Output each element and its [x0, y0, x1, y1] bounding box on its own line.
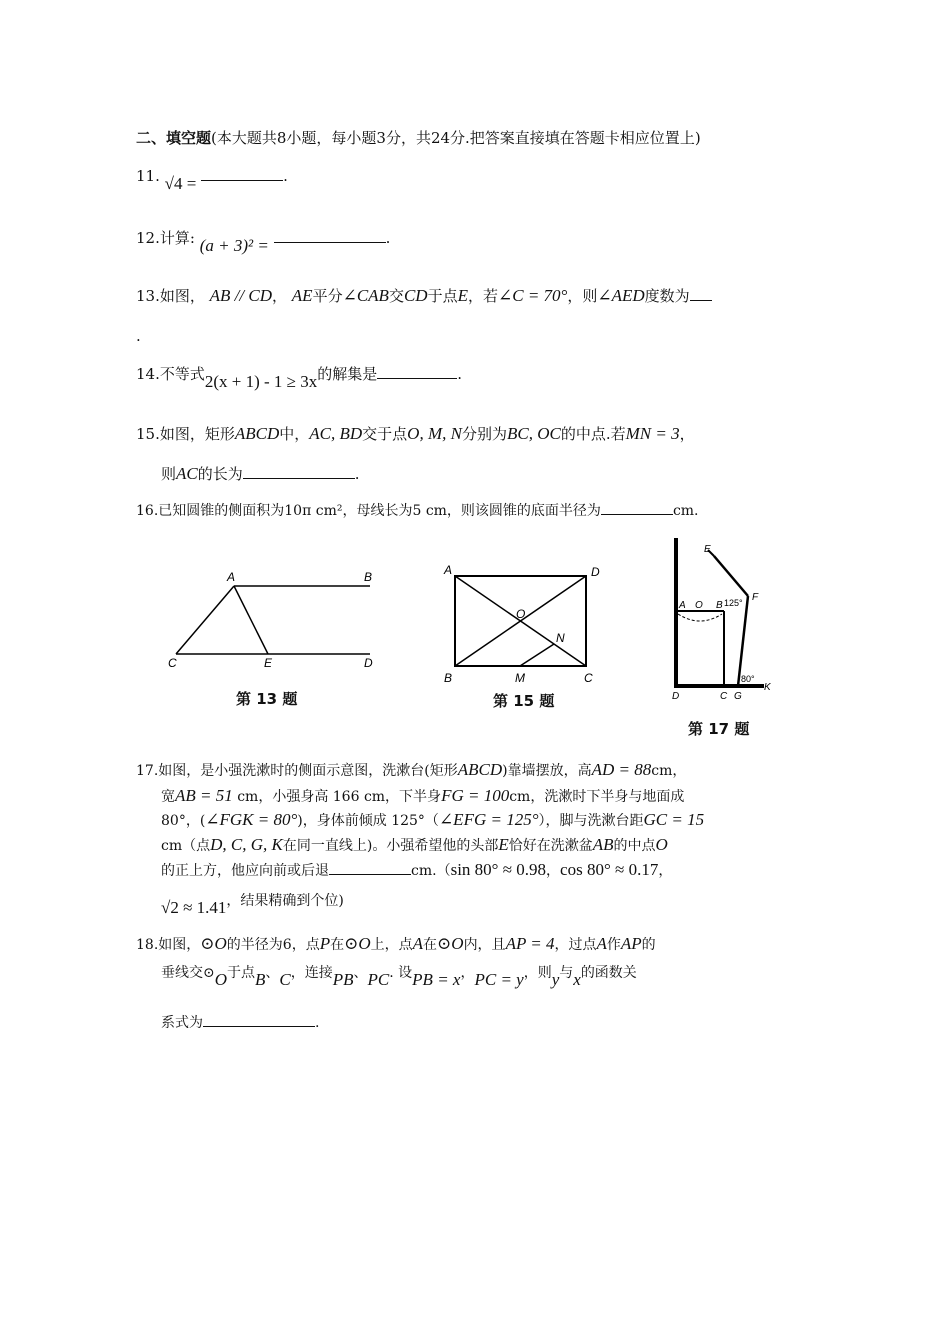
q17-l5-text: 的正上方，他应向前或后退 — [161, 863, 329, 879]
q15-comma: ， — [679, 425, 695, 443]
question-11 — [136, 166, 288, 193]
fig15-label-a: A — [444, 563, 453, 577]
q13-cd: CD — [403, 286, 428, 305]
q17-l2-text2: cm，小强身高 166 cm，下半身 — [237, 789, 442, 805]
question-17-line6 — [161, 890, 344, 917]
q17-cos80: cos 80° ≈ 0.17 — [560, 860, 659, 879]
q17-l2-text: 宽 — [161, 789, 175, 805]
question-14 — [136, 364, 463, 391]
q17-l5-comma: ， — [546, 863, 561, 879]
q17-l1-text2: )靠墙摆放，高 — [502, 763, 592, 779]
fig13-label-b: B — [364, 570, 373, 584]
q17-o: O — [655, 835, 668, 854]
q13-text-degree: 度数为 — [644, 287, 690, 305]
q18-answer-blank[interactable] — [203, 1012, 315, 1027]
q18-l3a: 系式为 — [161, 1015, 203, 1031]
fig15-label-m: M — [515, 671, 525, 685]
q17-angle-fgk: ∠FGK = 80° — [205, 810, 298, 829]
q18-pc: PC — [367, 970, 390, 989]
fig15-caption: 第 15 题 — [493, 692, 555, 710]
q18-b: B — [255, 970, 266, 989]
q17-l1-text: 17.如图，是小强洗漱时的侧面示意图，洗漱台(矩形 — [136, 763, 458, 779]
figure-17 — [664, 536, 784, 706]
fig15-label-n: N — [556, 631, 565, 645]
question-17-line4 — [161, 835, 668, 856]
question-17-line5 — [161, 860, 672, 881]
fig17-basin-curve — [678, 614, 722, 621]
q13-text-meet: 交 — [388, 287, 404, 305]
question-18-line1 — [136, 934, 656, 955]
q18-l1m: ，过点 — [554, 937, 597, 953]
q17-l4-text2: 在同一直线上)。小强希望他的头部 — [282, 838, 499, 854]
fig17-label-c: C — [720, 691, 728, 702]
fig13-label-a: A — [227, 570, 236, 584]
q17-l6-text: ，结果精确到个位) — [226, 893, 344, 909]
q12-number: 12.计算: — [136, 229, 195, 247]
q17-sin80: sin 80° ≈ 0.98 — [450, 860, 547, 879]
q18-pb-x: PB = x — [412, 970, 461, 989]
q17-l5-comma2: ， — [658, 863, 673, 879]
q13-answer-blank[interactable] — [690, 286, 712, 301]
q13-text-then: ，则 — [567, 287, 598, 305]
q17-l4-text3: 恰好在洗漱盆 — [508, 838, 593, 854]
q13-angle-c: ∠C = 70° — [498, 286, 568, 305]
q18-l1c: 的半径为6，点 — [226, 937, 320, 953]
q18-circle-o3: ⊙O — [437, 934, 464, 953]
fig15-label-b: B — [444, 671, 453, 685]
q18-l2e: 、 — [265, 965, 280, 981]
q18-c: C — [279, 970, 291, 989]
q15-text-then: 则 — [161, 465, 177, 483]
question-16 — [136, 500, 699, 521]
q18-l2m: ， — [460, 965, 475, 981]
fig15-label-c: C — [584, 671, 593, 685]
q18-pc-y: PC = y — [474, 970, 524, 989]
q18-l2i: 、 — [353, 965, 368, 981]
q15-text-intersect: 交于点 — [362, 425, 408, 443]
q12-expression: (a + 3)² = — [199, 236, 269, 255]
q15-omn: O, M, N — [407, 424, 462, 443]
question-13 — [136, 286, 712, 306]
q13-e: E — [457, 286, 468, 305]
q17-l4-text: cm（点 — [161, 838, 211, 854]
fig17-body-fe — [714, 556, 748, 596]
q15-text-length: 的长为 — [197, 465, 243, 483]
q11-expression: √4 = — [164, 174, 197, 193]
fig13-label-d: D — [364, 656, 373, 670]
q17-ab: AB = 51 — [175, 786, 233, 805]
q16-unit: cm. — [672, 503, 699, 519]
q17-l3-text3: ），脚与洗漱台距 — [538, 813, 644, 829]
q15-end: . — [354, 465, 360, 483]
q13-end: . — [136, 327, 141, 345]
q17-points: D, C, G, K — [210, 835, 283, 854]
q18-end: . — [315, 1015, 320, 1031]
q13-text-if: ，若 — [467, 287, 498, 305]
fig17-label-e: E — [704, 544, 711, 555]
q13-comma: ， — [271, 287, 287, 305]
fig17-leg-fg — [738, 596, 748, 686]
question-17-line3 — [161, 810, 704, 831]
q13-angle-cab: ∠CAB — [342, 286, 389, 305]
q12-answer-blank[interactable] — [274, 228, 386, 243]
fig15-label-d: D — [591, 565, 600, 579]
q18-l1a: 18.如图， — [136, 937, 201, 953]
fig13-line-ae — [234, 586, 268, 654]
question-17-line2 — [161, 786, 684, 807]
q18-ap2: AP — [620, 934, 642, 953]
question-18-line2 — [161, 962, 637, 989]
q18-x: x — [573, 970, 581, 989]
question-15 — [136, 424, 695, 444]
fig17-label-a: A — [679, 600, 686, 611]
q15-text-in: 中， — [279, 425, 310, 443]
q15-text-midpoint: 的中点.若 — [560, 425, 626, 443]
fig17-angle-80: 80° — [741, 674, 755, 684]
fig17-label-f: F — [752, 592, 759, 603]
question-17-line1 — [136, 760, 686, 781]
fig15-segment-mn — [520, 644, 554, 666]
fig17-label-b: B — [716, 600, 723, 611]
q15-line2 — [161, 464, 360, 484]
q15-text-are: 分别为 — [461, 425, 507, 443]
q17-l4-text4: 的中点 — [613, 838, 656, 854]
q17-l3-text: 80°，( — [161, 813, 206, 829]
q15-bc-oc: BC, OC — [506, 424, 561, 443]
q14-answer-blank[interactable] — [377, 364, 457, 379]
fig17-label-g: G — [734, 691, 742, 702]
q18-ap: AP = 4 — [505, 934, 555, 953]
fig13-label-e: E — [264, 656, 273, 670]
q18-circle-o: ⊙O — [200, 934, 227, 953]
q15-answer-blank[interactable] — [243, 464, 355, 479]
q18-l2g: ，连接 — [290, 965, 333, 981]
fig13-label-c: C — [168, 656, 177, 670]
q18-l2c: 于点 — [227, 965, 256, 981]
q13-text-point: 于点 — [427, 287, 458, 305]
q18-l1i: 在 — [423, 937, 438, 953]
fig17-label-d: D — [672, 691, 680, 702]
q18-l2o: ，则 — [523, 965, 552, 981]
q17-l3-text2: )，身体前倾成 125°（ — [297, 813, 439, 829]
q15-abcd: ABCD — [234, 424, 280, 443]
q17-l2-text3: cm，洗漱时下半身与地面成 — [509, 789, 685, 805]
q15-ac: AC — [176, 464, 198, 483]
q18-y: y — [551, 970, 560, 989]
q16-answer-blank[interactable] — [601, 500, 673, 515]
q13-parallel: AB // CD — [209, 286, 272, 305]
q11-end: . — [283, 167, 288, 185]
fig13-line-ac — [176, 586, 234, 654]
fig17-caption: 第 17 题 — [688, 720, 750, 738]
q17-fg: FG = 100 — [441, 786, 510, 805]
q18-l2a: 垂线交⊙ — [161, 965, 215, 981]
question-18-line3 — [161, 1012, 319, 1033]
q18-p: P — [319, 934, 331, 953]
fig15-label-o: O — [516, 607, 526, 621]
fig17-label-o: O — [695, 600, 703, 611]
fig17-angle-125: 125° — [724, 598, 743, 608]
q18-l1o: 作 — [606, 937, 621, 953]
q15-mn: MN = 3 — [625, 424, 680, 443]
section-heading-line — [136, 128, 701, 148]
q14-end: . — [457, 365, 463, 383]
q18-a: A — [412, 934, 424, 953]
q17-e: E — [498, 835, 509, 854]
q11-number: 11. — [136, 167, 160, 185]
q18-pb: PB — [332, 970, 354, 989]
fig17-label-k: K — [764, 682, 771, 693]
section-note: (本大题共8小题，每小题3分，共24分.把答案直接填在答题卡相应位置上) — [211, 129, 701, 147]
figure-15 — [438, 560, 608, 690]
q18-l2k: . 设 — [389, 965, 413, 981]
q15-number: 15.如图，矩形 — [136, 425, 235, 443]
q17-abcd: ABCD — [457, 760, 503, 779]
section-heading: 二、填空题 — [136, 129, 212, 147]
q18-l2s: 的函数关 — [580, 965, 637, 981]
q17-answer-blank[interactable] — [329, 860, 411, 875]
q14-number: 14.不等式 — [136, 365, 205, 383]
q17-sqrt2: √2 ≈ 1.41 — [161, 898, 227, 917]
q16-text: 16.已知圆锥的侧面积为10π cm²，母线长为5 cm，则该圆锥的底面半径为 — [136, 503, 601, 519]
figure-13 — [160, 566, 385, 676]
q13-ae: AE — [291, 286, 313, 305]
q14-inequality: 2(x + 1) - 1 ≥ 3x — [204, 372, 318, 391]
fig13-caption: 第 13 题 — [236, 690, 298, 708]
q18-l1g: 上，点 — [370, 937, 413, 953]
q18-l1q: 的 — [641, 937, 656, 953]
q15-ac-bd: AC, BD — [309, 424, 363, 443]
q17-angle-efg: ∠EFG = 125° — [438, 810, 539, 829]
q17-ad: AD = 88 — [591, 760, 652, 779]
q13-angle-aed: ∠AED — [597, 286, 645, 305]
question-12 — [136, 228, 391, 255]
q14-tail: 的解集是 — [317, 365, 378, 383]
q12-end: . — [385, 229, 391, 247]
q18-a2: A — [596, 934, 607, 953]
q18-circle-o2: ⊙O — [344, 934, 371, 953]
q18-o: O — [214, 970, 228, 989]
q17-l5-unit: cm.（ — [411, 863, 451, 879]
q17-gc: GC = 15 — [643, 810, 705, 829]
q13-text-bisect: 平分 — [312, 287, 343, 305]
q13-number: 13.如图， — [136, 287, 205, 305]
q11-answer-blank[interactable] — [201, 166, 283, 181]
q17-ab2: AB — [592, 835, 614, 854]
q18-l2q: 与 — [559, 965, 574, 981]
q17-l1-unit: cm， — [651, 763, 687, 779]
q18-l1k: 内，且 — [463, 937, 506, 953]
q18-l1e: 在 — [330, 937, 345, 953]
